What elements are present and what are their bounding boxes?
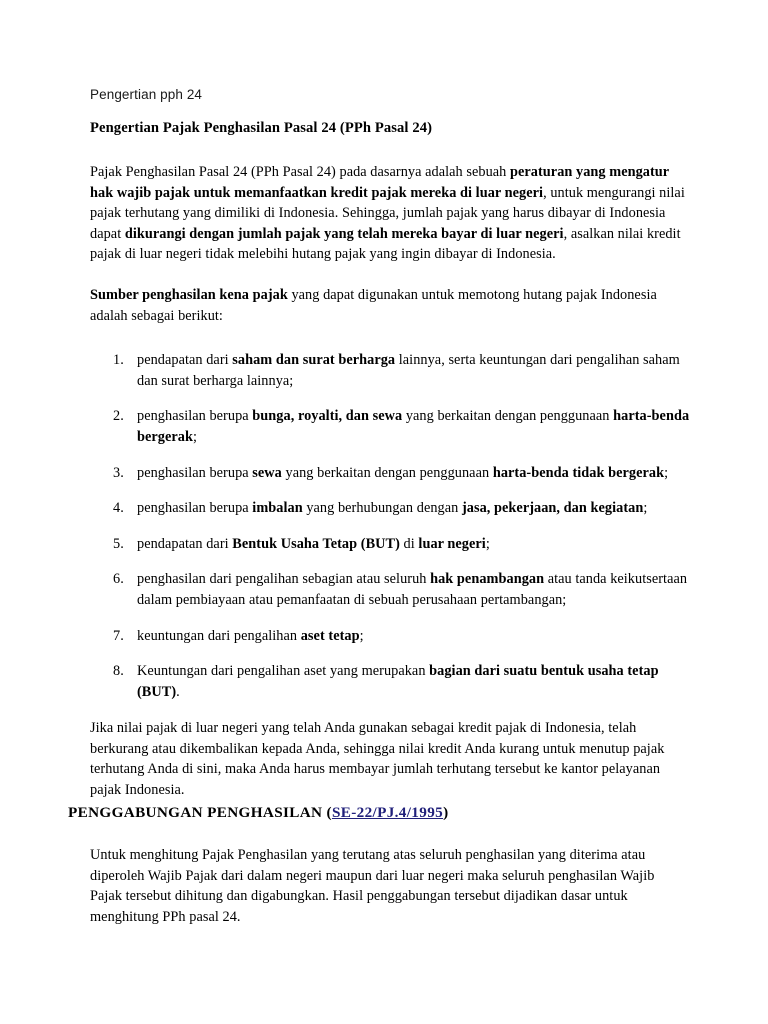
li6-plain-2: atau tanda keikutsertaan dalam pembiayaan atau pemanfaatan di sebuah perusahaan pertambangan; — [137, 571, 688, 608]
par1-bold-1: peraturan yang mengatur hak wajib pajak untuk memanfaatkan kredit pajak mereka di luar negeri — [90, 164, 669, 201]
li8-plain-1: Keuntungan dari pengalihan aset yang merupakan — [137, 663, 430, 680]
paragraph-definition — [90, 162, 690, 265]
li8-plain-2: . — [176, 683, 180, 700]
li4-bold-2: jasa, pekerjaan, dan kegiatan — [461, 500, 644, 517]
paragraph-sumber-penghasilan — [90, 285, 690, 326]
par1-segment-1: Pajak Penghasilan Pasal 24 (PPh Pasal 24) pada dasarnya adalah sebuah — [90, 164, 510, 180]
heading-penggabungan-block — [68, 802, 708, 823]
li3-bold-1: sewa — [252, 464, 282, 481]
list-item-text — [137, 498, 690, 519]
list-item-text — [137, 626, 690, 647]
li7-bold-1: aset tetap — [300, 627, 360, 644]
spacer — [90, 265, 690, 285]
heading-prefix: PENGGABUNGAN PENGHASILAN ( — [68, 804, 332, 821]
li2-plain-2: yang berkaitan dengan penggunaan — [402, 408, 614, 425]
list-item-text — [137, 661, 690, 702]
li5-plain-1: pendapatan dari — [137, 535, 233, 552]
list-item — [90, 350, 690, 391]
list-item — [90, 534, 690, 555]
li1-plain-1: pendapatan dari — [137, 352, 233, 369]
final-paragraph-block — [90, 845, 690, 927]
spacer — [90, 702, 690, 718]
li5-plain-2: di — [399, 535, 419, 552]
list-marker: 6. — [113, 571, 124, 588]
list-marker: 2. — [113, 408, 124, 425]
link-se-22-pj4-1995[interactable]: SE-22/PJ.4/1995 — [331, 804, 444, 821]
list-marker: 4. — [113, 500, 124, 517]
list-item-text — [137, 350, 690, 391]
par2-bold-1: Sumber penghasilan kena pajak — [90, 286, 288, 303]
list-marker: 7. — [113, 627, 124, 644]
li2-bold-2: harta-benda bergerak — [137, 408, 690, 445]
par2-segment-1: yang dapat digunakan untuk memotong hutang pajak Indonesia adalah sebagai berikut: — [90, 286, 657, 324]
list-marker: 3. — [113, 464, 124, 481]
list-item-text — [137, 463, 690, 484]
li7-plain-2: ; — [359, 627, 364, 644]
paragraph-kredit-pajak-note: Jika nilai pajak di luar negeri yang telah Anda gunakan sebagai kredit pajak di Indonesia, telah berkurang atau dikembalikan kepada Anda, sehingga nilai kredit Anda kurang untuk menutup pajak terhutang Anda di sini, maka Anda harus membayar jumlah terhutang tersebut ke kantor pelayanan pajak Indonesia. — [90, 720, 665, 799]
list-marker: 5. — [113, 535, 124, 552]
li4-plain-2: yang berhubungan dengan — [302, 500, 462, 517]
list-marker: 8. — [113, 663, 124, 680]
heading-suffix: ) — [443, 804, 449, 821]
heading-penggabungan-penghasilan — [68, 802, 708, 823]
list-item-text — [137, 406, 690, 447]
spacer — [90, 138, 690, 162]
list-item — [90, 626, 690, 647]
li3-plain-1: penghasilan berupa — [137, 464, 253, 481]
li3-plain-3: ; — [664, 464, 669, 481]
li2-plain-3: ; — [192, 428, 198, 445]
li5-plain-3: ; — [485, 535, 490, 552]
par1-segment-2: , untuk mengurangi nilai pajak terhutang yang dimiliki di Indonesia. Sehingga, jumlah pajak yang harus dibayar di Indonesia dapat — [90, 184, 685, 242]
li5-bold-2: luar negeri — [418, 535, 486, 552]
li8-bold-1: bagian dari suatu bentuk usaha tetap (BUT) — [137, 663, 659, 700]
list-item — [90, 406, 690, 447]
list-marker: 1. — [113, 352, 124, 369]
spacer — [90, 326, 690, 350]
li4-bold-1: imbalan — [252, 500, 303, 517]
income-source-list — [90, 350, 690, 702]
li3-bold-2: harta-benda tidak bergerak — [492, 464, 665, 481]
par1-bold-2: dikurangi dengan jumlah pajak yang telah mereka bayar di luar negeri — [124, 225, 564, 242]
list-item — [90, 569, 690, 610]
list-item-text — [137, 569, 690, 610]
li6-plain-1: penghasilan dari pengalihan sebagian atau seluruh — [137, 571, 431, 588]
document-header-line: Pengertian pph 24 — [90, 87, 203, 102]
heading-pengertian-pph24: Pengertian Pajak Penghasilan Pasal 24 (PPh Pasal 24) — [90, 120, 433, 136]
li6-bold-1: hak penambangan — [430, 571, 545, 588]
list-item-text — [137, 534, 690, 555]
li3-plain-2: yang berkaitan dengan penggunaan — [281, 464, 493, 481]
li2-plain-1: penghasilan berupa — [137, 408, 253, 425]
par1-segment-3: , asalkan nilai kredit pajak di luar negeri tidak melebihi hutang pajak yang ingin dibayar di Indonesia. — [90, 225, 681, 263]
li1-bold-1: saham dan surat berharga — [232, 352, 396, 369]
li1-plain-2: lainnya, serta keuntungan dari pengalihan saham dan surat berharga lainnya; — [137, 352, 680, 389]
li2-bold-1: bunga, royalti, dan sewa — [252, 408, 403, 425]
li5-bold-1: Bentuk Usaha Tetap (BUT) — [232, 535, 400, 552]
list-item — [90, 661, 690, 702]
document-body — [90, 118, 690, 801]
list-item — [90, 463, 690, 484]
li7-plain-1: keuntungan dari pengalihan — [137, 627, 301, 644]
li4-plain-1: penghasilan berupa — [137, 500, 253, 517]
list-item — [90, 498, 690, 519]
li4-plain-3: ; — [643, 500, 648, 517]
paragraph-penggabungan: Untuk menghitung Pajak Penghasilan yang terutang atas seluruh penghasilan yang diterima atau diperoleh Wajib Pajak dari dalam negeri maupun dari luar negeri maka seluruh penghasilan Wajib Pajak tersebut dihitung dan digabungkan. Hasil penggabungan tersebut dijadikan dasar untuk menghitung PPh pasal 24. — [90, 847, 655, 925]
